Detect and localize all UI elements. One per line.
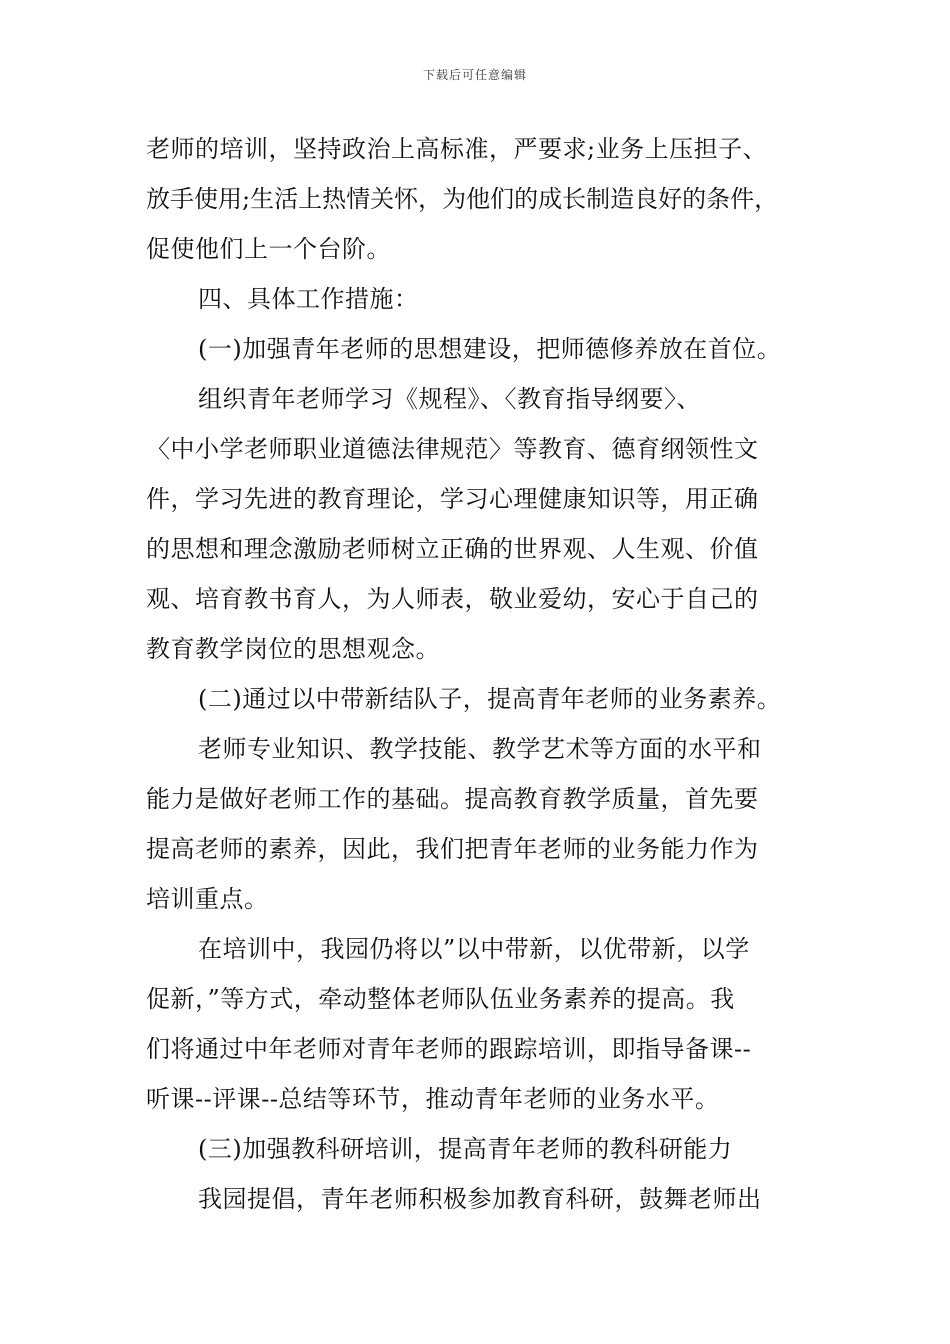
text-line: 教育教学岗位的思想观念。 [146, 635, 440, 663]
text-line: 件，学习先进的教育理论，学习心理健康知识等，用正确 [146, 485, 759, 513]
text-line: 老师专业知识、教学技能、教学艺术等方面的水平和 [198, 735, 762, 763]
text-line: 在培训中，我园仍将以”以中带新，以优带新，以学 [198, 935, 750, 963]
text-line: 老师的培训，坚持政治上高标准，严要求;业务上压担子、 [146, 135, 768, 163]
text-line: 我园提倡，青年老师积极参加教育科研，鼓舞老师出 [198, 1185, 762, 1213]
text-line: 的思想和理念激励老师树立正确的世界观、人生观、价值 [146, 535, 759, 563]
document-body [146, 124, 826, 1224]
subsection-heading: (三)加强教科研培训，提高青年老师的教科研能力 [198, 1135, 733, 1163]
text-line: 培训重点。 [146, 885, 269, 913]
text-line: 促新，”等方式，牵动整体老师队伍业务素养的提高。我 [146, 985, 735, 1013]
text-line: 能力是做好老师工作的基础。提高教育教学质量，首先要 [146, 785, 759, 813]
subsection-heading: (二)通过以中带新结队子，提高青年老师的业务素养。 [198, 685, 782, 713]
subsection-heading: (一)加强青年老师的思想建设，把师德修养放在首位。 [198, 335, 782, 363]
text-line: 提高老师的素养，因此，我们把青年老师的业务能力作为 [146, 835, 759, 863]
section-heading: 四、具体工作措施： [198, 285, 419, 313]
text-line: 们将通过中年老师对青年老师的跟踪培训，即指导备课-- [146, 1035, 752, 1063]
text-line: 促使他们上一个台阶。 [146, 235, 391, 263]
text-line: 放手使用;生活上热情关怀，为他们的成长制造良好的条件， [146, 185, 779, 213]
text-line: 观、培育教书育人，为人师表，敬业爱幼，安心于自己的 [146, 585, 759, 613]
page-header: 下载后可任意编辑 [422, 68, 527, 82]
text-line: 组织青年老师学习《规程》、〈教育指导纲要〉、 [198, 385, 701, 413]
text-line: 〈中小学老师职业道德法律规范〉等教育、德育纲领性文 [146, 435, 759, 463]
text-line: 听课--评课--总结等环节，推动青年老师的业务水平。 [146, 1085, 720, 1113]
